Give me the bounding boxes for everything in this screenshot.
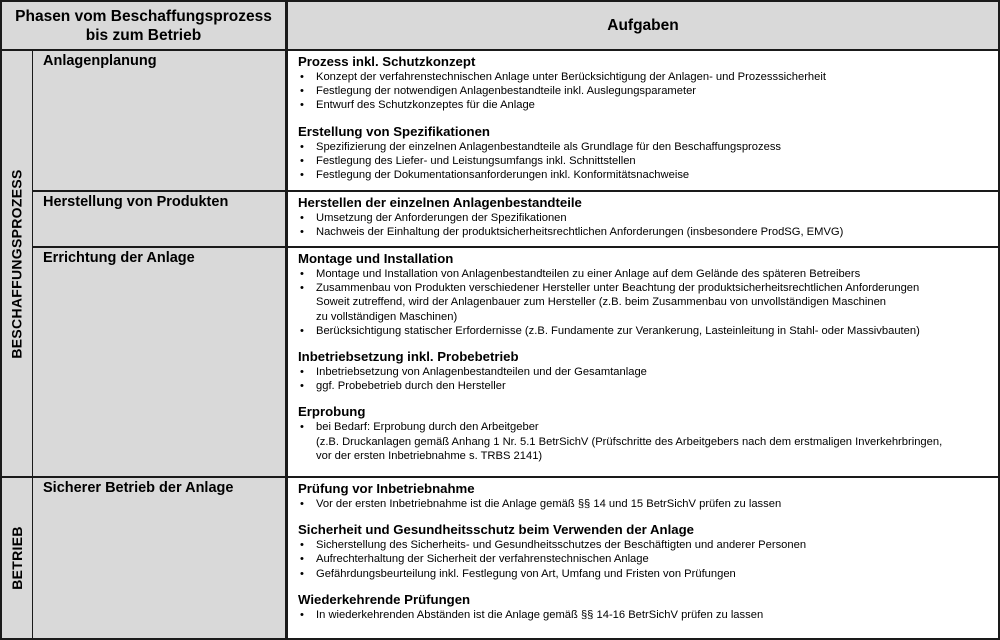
header-phases-line1: Phasen vom Beschaffungsprozess: [15, 7, 272, 25]
task-bullet-item: • Festlegung der notwendigen Anlagenbestandteile inkl. Auslegungsparameter: [298, 84, 998, 98]
task-bullet-item: • Entwurf des Schutzkonzeptes für die Anlage: [298, 98, 998, 112]
task-bullet-item: • ggf. Probebetrieb durch den Hersteller: [298, 379, 998, 393]
row-divider: [33, 190, 1000, 192]
header-divider: [0, 49, 1000, 51]
group-procurement: [2, 51, 32, 476]
task-bullet-continuation: vor der ersten Inbetriebnahme s. TRBS 2141): [316, 449, 543, 462]
group-operation-label: BETRIEB: [9, 526, 25, 590]
task-section-title: Erprobung: [298, 404, 366, 420]
task-bullet-item: • Konzept der verfahrenstechnischen Anlage unter Berücksichtigung der Anlagen- und Prozesssicherheit: [298, 70, 998, 84]
task-bullet-continuation: zu vollständigen Maschinen): [316, 310, 458, 323]
group-row-divider: [0, 476, 1000, 478]
tasks-cell: [288, 248, 998, 476]
task-bullet-item: • Spezifizierung der einzelnen Anlagenbestandteile als Grundlage für den Beschaffungsprozess: [298, 140, 998, 154]
task-section: [298, 54, 998, 113]
header-tasks: Aufgaben: [288, 2, 998, 49]
task-bullet-item: • Montage und Installation von Anlagenbestandteilen zu einer Anlage auf dem Gelände des späteren Betreibers: [298, 267, 998, 281]
border-left: [0, 0, 2, 640]
header-phases-line2: bis zum Betrieb: [85, 26, 202, 44]
phase-cell: Sicherer Betrieb der Anlage: [33, 478, 285, 638]
task-bullet-continuation: (z.B. Druckanlagen gemäß Anhang 1 Nr. 5.1 BetrSichV (Prüfschritte des Arbeitgebers nach dem erstmaligen Inverkehrbringen,: [316, 435, 943, 448]
task-section-title: Sicherheit und Gesundheitsschutz beim Verwenden der Anlage: [298, 522, 694, 538]
task-bullet-item: • Vor der ersten Inbetriebnahme ist die Anlage gemäß §§ 14 und 15 BetrSichV prüfen zu lassen: [298, 497, 998, 511]
task-section-title: Prozess inkl. Schutzkonzept: [298, 54, 476, 69]
task-bullet-item: • Berücksichtigung statischer Erfordernisse (z.B. Fundamente zur Verankerung, Lasteinleitung in Stahl- oder Massivbauten): [298, 324, 998, 338]
header-phases: [2, 2, 285, 49]
task-bullet-item: • Gefährdungsbeurteilung inkl. Festlegung von Art, Umfang und Fristen von Prüfungen: [298, 567, 998, 581]
task-section: [298, 195, 998, 239]
task-bullet-item: • Festlegung des Liefer- und Leistungsumfangs inkl. Schnittstellen: [298, 154, 998, 168]
tasks-cell: [288, 478, 998, 638]
task-section-title: Herstellen der einzelnen Anlagenbestandteile: [298, 195, 582, 210]
tasks-cell: [288, 51, 998, 190]
phase-cell: Herstellung von Produkten: [33, 192, 285, 246]
task-bullet-continuation: Soweit zutreffend, wird der Anlagenbauer zum Hersteller (z.B. beim Zusammenbau von unvollständigen Maschinen: [316, 296, 887, 309]
task-section: [298, 124, 998, 183]
task-bullet-item: • Zusammenbau von Produkten verschiedener Hersteller unter Beachtung der produktsicherheitsrechtlichen Anforderungen: [298, 281, 998, 295]
task-section: [298, 522, 998, 581]
group-divider: [32, 51, 33, 640]
task-section: [298, 251, 998, 338]
task-section: [298, 592, 998, 622]
task-bullet-item: • bei Bedarf: Erprobung durch den Arbeitgeber: [298, 420, 998, 434]
task-section-title: Montage und Installation: [298, 251, 454, 266]
task-section: [298, 349, 998, 393]
task-bullet-item: • Sicherstellung des Sicherheits- und Gesundheitsschutzes der Beschäftigten und anderer Personen: [298, 538, 998, 552]
task-bullet-item: • Inbetriebsetzung von Anlagenbestandteilen und der Gesamtanlage: [298, 365, 998, 379]
border-top: [0, 0, 1000, 2]
column-divider: [285, 0, 288, 640]
task-bullet-item: • Festlegung der Dokumentationsanforderungen inkl. Konformitätsnachweise: [298, 168, 998, 182]
task-section: [298, 404, 998, 463]
phase-cell: Anlagenplanung: [33, 51, 285, 190]
task-section: [298, 481, 998, 511]
group-operation: [2, 478, 32, 638]
task-section-title: Erstellung von Spezifikationen: [298, 123, 490, 139]
phase-cell: Errichtung der Anlage: [33, 248, 285, 476]
tasks-cell: [288, 192, 998, 246]
task-bullet-item: • Umsetzung der Anforderungen der Spezifikationen: [298, 211, 998, 225]
task-section-title: Inbetriebsetzung inkl. Probebetrieb: [298, 349, 519, 365]
task-bullet-item: • In wiederkehrenden Abständen ist die Anlage gemäß §§ 14-16 BetrSichV prüfen zu lassen: [298, 608, 998, 622]
row-divider: [33, 246, 1000, 248]
task-section-title: Prüfung vor Inbetriebnahme: [298, 481, 475, 496]
task-bullet-item: • Aufrechterhaltung der Sicherheit der verfahrenstechnischen Anlage: [298, 552, 998, 566]
group-procurement-label: BESCHAFFUNGSPROZESS: [9, 168, 25, 359]
task-section-title: Wiederkehrende Prüfungen: [298, 591, 471, 607]
task-bullet-item: • Nachweis der Einhaltung der produktsicherheitsrechtlichen Anforderungen (insbesondere ProdSG, EMVG): [298, 225, 998, 239]
